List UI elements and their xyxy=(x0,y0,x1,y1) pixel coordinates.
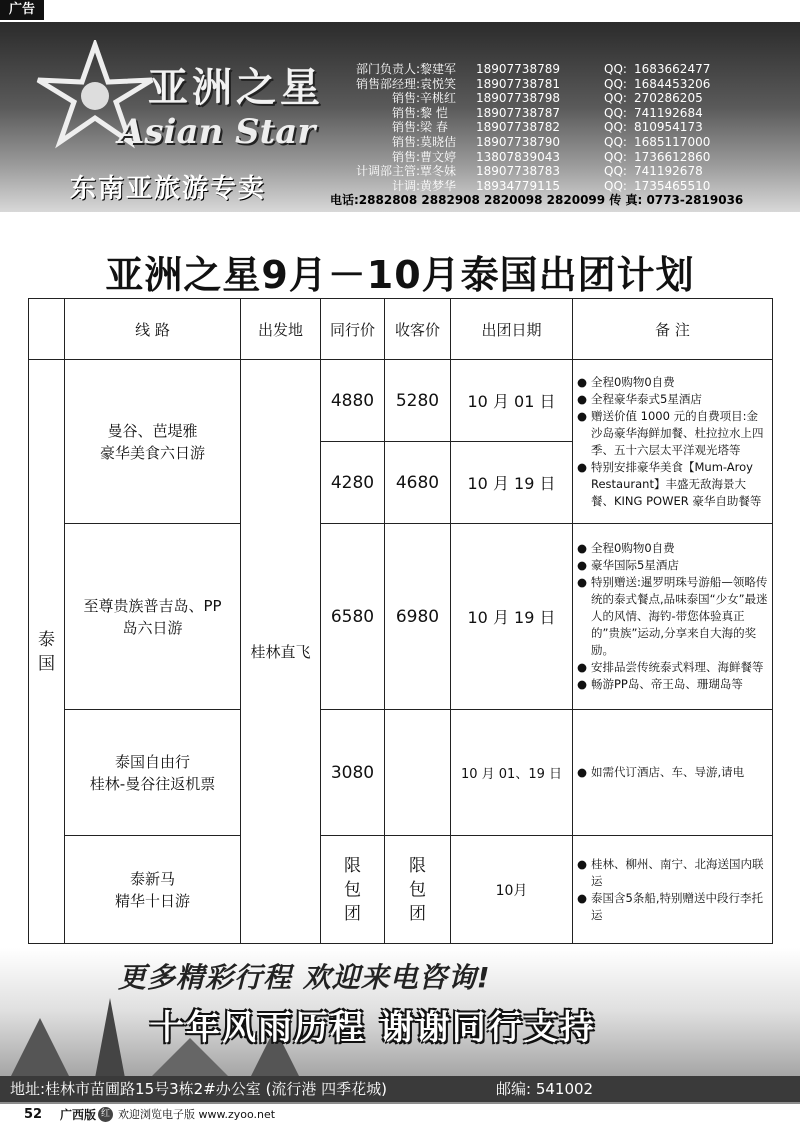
header-notes: 备 注 xyxy=(573,299,773,360)
note-item xyxy=(577,557,768,574)
note-item xyxy=(577,764,768,781)
publisher-link[interactable]: 欢迎浏览电子版 www.zyoo.net xyxy=(118,1108,276,1121)
contact-name: 辛桃红 xyxy=(420,91,457,106)
notes-cell xyxy=(573,524,773,710)
contact-qq: 270286205 xyxy=(634,91,703,106)
brand-slogan: 东南亚旅游专卖 xyxy=(70,174,267,204)
brand-cn: 亚洲之星 xyxy=(148,65,324,111)
depart-date: 10月 xyxy=(451,836,573,944)
contact-qq-label: QQ: xyxy=(604,91,627,106)
contact-qq: 1683662477 xyxy=(634,62,711,76)
contact-qq: 741192684 xyxy=(634,105,703,120)
depart-date: 10 月 19 日 xyxy=(451,442,573,524)
bullet-icon: ● xyxy=(577,374,588,389)
contact-phone: 18907738783 xyxy=(476,164,560,179)
contact-row xyxy=(330,135,754,150)
contact-qq-label: QQ: xyxy=(604,105,627,120)
peer-price: 6580 xyxy=(321,524,385,710)
bullet-icon: ● xyxy=(577,391,588,406)
contact-role: 销售: xyxy=(391,91,420,106)
contact-qq-label: QQ: xyxy=(604,164,627,179)
bullet-icon: ● xyxy=(577,856,588,871)
contact-qq: 1735465510 xyxy=(634,178,711,193)
contact-qq: 741192678 xyxy=(634,164,703,179)
contact-qq-label: QQ: xyxy=(604,120,627,135)
note-text: 桂林、柳州、南宁、北海送国内联运 xyxy=(591,856,764,888)
retail-price xyxy=(385,710,451,836)
header-banner xyxy=(0,22,800,212)
depart-date: 10 月 01 日 xyxy=(451,360,573,442)
contact-role: 销售部经理: xyxy=(355,76,420,91)
note-text: 特别安排豪华美食【Mum-Aroy Restaurant】丰盛无敌海景大餐、KING POWER 豪华自助餐等 xyxy=(591,459,762,508)
contact-phone: 18934779115 xyxy=(476,178,560,193)
note-item xyxy=(577,574,768,659)
contact-row xyxy=(330,150,754,165)
contact-role: 部门负责人: xyxy=(355,62,420,76)
contact-name: 莫晓佶 xyxy=(420,134,457,149)
edition-label: 广西版 xyxy=(60,1108,97,1122)
contact-row xyxy=(330,164,754,179)
contact-list xyxy=(330,62,754,208)
note-item xyxy=(577,890,768,924)
contact-qq-label: QQ: xyxy=(604,62,627,76)
table-row xyxy=(29,710,773,836)
route-cell: 泰国自由行 桂林-曼谷往返机票 xyxy=(65,710,241,836)
route-cell: 曼谷、芭堤雅 豪华美食六日游 xyxy=(65,360,241,524)
publisher-logo-icon: 红 xyxy=(98,1107,113,1122)
address-bar xyxy=(0,1076,800,1102)
bullet-icon: ● xyxy=(577,558,588,572)
peer-price: 4280 xyxy=(321,442,385,524)
header-peer-price: 同行价 xyxy=(321,299,385,360)
country-cell: 泰 国 xyxy=(29,360,65,944)
note-text: 全程0购物0自费 xyxy=(591,374,675,389)
bullet-icon: ● xyxy=(577,765,588,779)
note-text: 豪华国际5星酒店 xyxy=(591,558,679,572)
notes-cell xyxy=(573,710,773,836)
note-text: 全程豪华泰式5星酒店 xyxy=(591,391,702,406)
bullet-icon: ● xyxy=(577,408,588,423)
contact-phone: 18907738790 xyxy=(476,134,560,149)
note-item xyxy=(577,856,768,890)
contact-phone: 18907738781 xyxy=(476,76,560,91)
brand-en: Asian Star xyxy=(118,112,316,152)
contact-row xyxy=(330,62,754,77)
header-dates: 出团日期 xyxy=(451,299,573,360)
table-header-row xyxy=(29,299,773,360)
page-footer xyxy=(0,1104,800,1126)
header-depart: 出发地 xyxy=(241,299,321,360)
contact-name: 曹文婷 xyxy=(420,149,457,164)
contact-qq-label: QQ: xyxy=(604,178,627,193)
note-item xyxy=(577,374,768,391)
slogan-thanks: 十年风雨历程 谢谢同行支持 xyxy=(150,1008,596,1048)
contact-qq: 1684453206 xyxy=(634,76,711,91)
note-item xyxy=(577,676,768,693)
postcode: 邮编: 541002 xyxy=(496,1080,594,1098)
address: 地址:桂林市苗圃路15号3栋2#办公室 (流行港 四季花城) xyxy=(10,1080,388,1098)
tour-plan-table xyxy=(28,298,773,944)
note-text: 安排品尝传统泰式料理、海鲜餐等 xyxy=(591,660,764,674)
note-item xyxy=(577,408,768,459)
contact-qq-label: QQ: xyxy=(604,76,627,91)
note-item xyxy=(577,391,768,408)
route-cell: 至尊贵族普吉岛、PP 岛六日游 xyxy=(65,524,241,710)
table-row xyxy=(29,836,773,944)
contact-row xyxy=(330,91,754,106)
bullet-icon: ● xyxy=(577,575,588,589)
header-retail-price: 收客价 xyxy=(385,299,451,360)
route-cell: 泰新马 精华十日游 xyxy=(65,836,241,944)
note-text: 全程0购物0自费 xyxy=(591,541,675,555)
depart-date: 10 月 01、19 日 xyxy=(451,710,573,836)
contact-row xyxy=(330,179,754,194)
retail-price: 6980 xyxy=(385,524,451,710)
contact-role: 销售: xyxy=(391,120,420,135)
slogan-consult: 更多精彩行程 欢迎来电咨询! xyxy=(118,961,491,994)
contact-qq-label: QQ: xyxy=(604,134,627,149)
contact-phone: 13807839043 xyxy=(476,149,560,164)
bullet-icon: ● xyxy=(577,677,588,691)
note-text: 赠送价值 1000 元的自费项目:金沙岛豪华海鲜加餐、杜拉拉水上四季、五十六层太平洋观光塔等 xyxy=(591,408,764,457)
contact-name: 梁 春 xyxy=(420,120,448,135)
contact-name: 黄梦华 xyxy=(420,178,457,193)
table-row xyxy=(29,524,773,710)
bullet-icon: ● xyxy=(577,459,588,474)
header-route: 线 路 xyxy=(65,299,241,360)
retail-price: 5280 xyxy=(385,360,451,442)
contact-role: 销售: xyxy=(391,134,420,149)
contact-row xyxy=(330,106,754,121)
bullet-icon: ● xyxy=(577,541,588,555)
bullet-icon: ● xyxy=(577,890,588,905)
retail-price: 4680 xyxy=(385,442,451,524)
note-item xyxy=(577,459,768,510)
contact-qq: 1736612860 xyxy=(634,149,711,164)
note-text: 畅游PP岛、帝王岛、珊瑚岛等 xyxy=(591,677,743,691)
contact-row xyxy=(330,77,754,92)
note-text: 如需代订酒店、车、导游,请电 xyxy=(591,765,745,779)
ad-tag: 广告 xyxy=(0,0,44,20)
peer-price: 限 包 团 xyxy=(321,836,385,944)
contact-phone: 18907738782 xyxy=(476,120,560,135)
contact-role: 销售: xyxy=(391,105,420,120)
retail-price: 限 包 团 xyxy=(385,836,451,944)
contact-name: 黎建军 xyxy=(420,62,457,76)
bullet-icon: ● xyxy=(577,660,588,674)
contact-qq: 1685117000 xyxy=(634,134,711,149)
contact-role: 计调: xyxy=(391,178,420,193)
header-blank xyxy=(29,299,65,360)
notes-cell xyxy=(573,836,773,944)
depart-cell: 桂林直飞 xyxy=(241,360,321,944)
contact-qq: 810954173 xyxy=(634,120,703,135)
contact-phone: 18907738787 xyxy=(476,105,560,120)
peer-price: 4880 xyxy=(321,360,385,442)
contact-role: 计调部主管: xyxy=(355,164,420,179)
contact-name: 覃冬妹 xyxy=(420,164,457,179)
note-text: 特别赠送:暹罗明珠号游船—领略传统的泰式餐点,品味泰国“少女”最迷人的风情、海钓-带您体验真正的”贵族”运动,分享来自大海的奖励。 xyxy=(591,575,768,657)
contact-name: 黎 恺 xyxy=(420,105,448,120)
note-item xyxy=(577,540,768,557)
depart-date: 10 月 19 日 xyxy=(451,524,573,710)
phone-fax-line: 电话:2882808 2882908 2820098 2820099 传 真: 0773-2819036 xyxy=(330,193,744,208)
peer-price: 3080 xyxy=(321,710,385,836)
contact-qq-label: QQ: xyxy=(604,149,627,164)
notes-cell xyxy=(573,360,773,524)
contact-phone: 18907738789 xyxy=(476,62,560,76)
note-item xyxy=(577,659,768,676)
contact-row xyxy=(330,120,754,135)
table-row xyxy=(29,360,773,442)
page-title: 亚洲之星9月－10月泰国出团计划 xyxy=(105,253,695,297)
contact-name: 袁悦笑 xyxy=(420,76,457,91)
contact-phone: 18907738798 xyxy=(476,91,560,106)
page-number: 52 xyxy=(24,1107,43,1122)
note-text: 泰国含5条船,特别赠送中段行李托运 xyxy=(591,890,763,922)
contact-role: 销售: xyxy=(391,149,420,164)
